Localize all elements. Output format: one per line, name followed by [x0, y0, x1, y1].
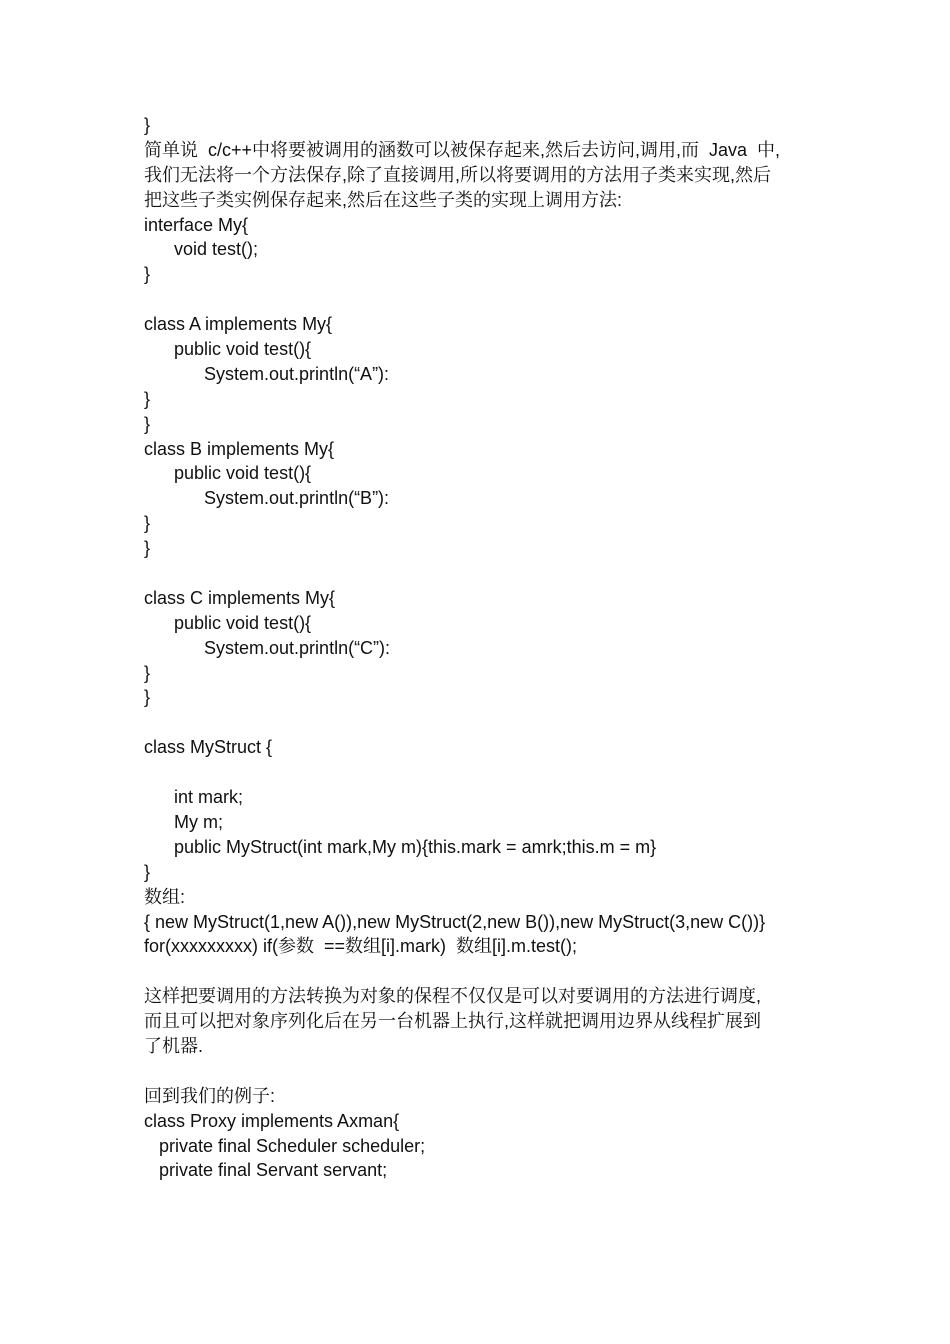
code-line: } [144, 513, 151, 534]
code-line: } [144, 662, 151, 683]
text-line: 数组: [144, 886, 186, 907]
text-line: 我们无法将一个方法保存,除了直接调用,所以将要调用的方法用子类来实现,然后 [144, 164, 771, 185]
code-line: { new MyStruct(1,new A()),new MyStruct(2,new B()),new MyStruct(3,new C())} [144, 911, 766, 932]
code-line: System.out.println(“A”): [144, 363, 390, 384]
text-line: 把这些子类实例保存起来,然后在这些子类的实现上调用方法: [144, 189, 622, 210]
code-line: int mark; [144, 787, 244, 808]
blank-line [144, 561, 824, 586]
text-line: 简单说 c/c++中将要被调用的涵数可以被保存起来,然后去访问,调用,而 Java 中, [144, 139, 781, 160]
code-line: } [144, 687, 151, 708]
code-line: void test(); [144, 239, 259, 260]
code-line: } [144, 861, 151, 882]
code-line: interface My{ [144, 214, 249, 235]
code-line: } [144, 264, 151, 285]
code-line: public void test(){ [144, 339, 312, 360]
code-line: public MyStruct(int mark,My m){this.mark = amrk;this.m = m} [144, 836, 657, 857]
text-line: 回到我们的例子: [144, 1085, 276, 1106]
code-line: class A implements My{ [144, 314, 333, 335]
code-line: class C implements My{ [144, 587, 336, 608]
text-line: 而且可以把对象序列化后在另一台机器上执行,这样就把调用边界从线程扩展到 [144, 1011, 761, 1032]
blank-line [144, 710, 824, 735]
code-line: private final Scheduler scheduler; [144, 1135, 426, 1156]
code-line: } [144, 538, 151, 559]
code-line: System.out.println(“B”): [144, 488, 390, 509]
code-line: class B implements My{ [144, 438, 335, 459]
code-line: System.out.println(“C”): [144, 637, 391, 658]
code-line: } [144, 413, 151, 434]
code-line: My m; [144, 811, 223, 832]
code-line: } [144, 388, 151, 409]
code-line: class Proxy implements Axman{ [144, 1110, 400, 1131]
code-line: for(xxxxxxxxx) if(参数 ==数组[i].mark) 数组[i].m.test(); [144, 936, 578, 957]
blank-line [144, 959, 824, 984]
blank-line [144, 760, 824, 785]
code-line: class MyStruct { [144, 737, 273, 758]
text-line: 这样把要调用的方法转换为对象的保程不仅仅是可以对要调用的方法进行调度, [144, 986, 761, 1007]
text-line: } [144, 115, 151, 135]
code-line: public void test(){ [144, 612, 312, 633]
code-line: public void test(){ [144, 463, 312, 484]
text-line: 了机器. [144, 1035, 204, 1056]
blank-line [144, 1059, 824, 1084]
code-line: private final Servant servant; [144, 1160, 388, 1181]
blank-line [144, 287, 824, 312]
document-body [144, 113, 824, 1183]
